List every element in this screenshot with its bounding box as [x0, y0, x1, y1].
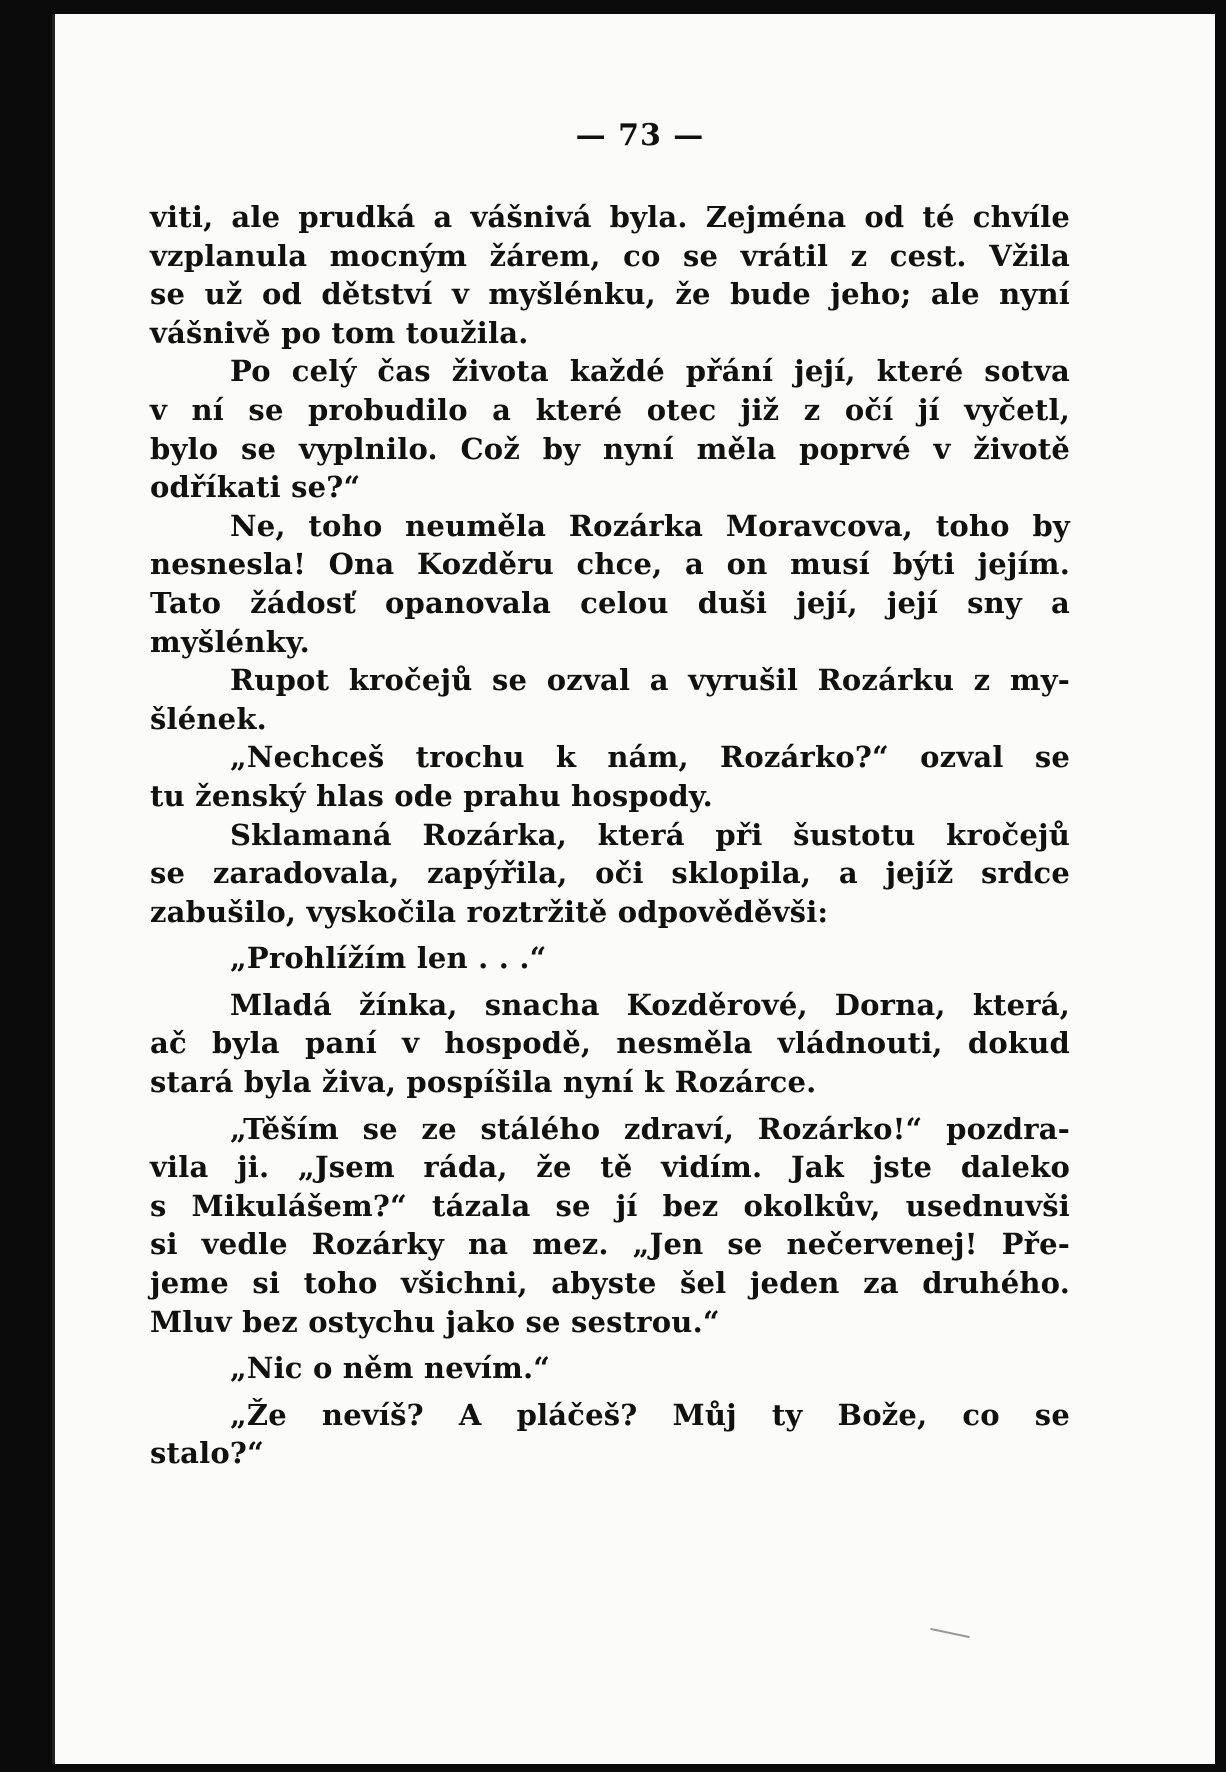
- book-page: [52, 14, 1215, 1764]
- text-line: Rupot kročejů se ozval a vyrušil Rozárku z my-: [230, 663, 1070, 698]
- text-line: Mluv bez ostychu jako se sestrou.“: [150, 1304, 720, 1339]
- body-text: [150, 198, 1070, 1473]
- text-line: „Těším se ze stálého zdraví, Rozárko!“ pozdra-: [230, 1111, 1070, 1146]
- text-line: Mladá žínka, snacha Kozděrové, Dorna, která,: [230, 987, 1070, 1022]
- text-line: se zaradovala, zapýřila, oči sklopila, a jejíž srdce: [150, 856, 1070, 891]
- text-line: Po celý čas života každé přání její, které sotva: [230, 354, 1070, 389]
- text-line: bylo se vyplnilo. Což by nyní měla poprvé v životě: [150, 431, 1070, 466]
- text-line: Ne, toho neuměla Rozárka Moravcova, toho by: [230, 508, 1070, 543]
- text-line: zabušilo, vyskočila roztržitě odpověděvši:: [150, 894, 829, 929]
- text-line: Tato žádosť opanovala celou duši její, její sny a: [150, 585, 1070, 620]
- text-line: stará byla živa, pospíšila nyní k Rozárce.: [150, 1065, 817, 1100]
- text-line: vila ji. „Jsem ráda, že tě vidím. Jak jste daleko: [150, 1150, 1070, 1185]
- text-line: viti, ale prudká a vášnivá byla. Zejména od té chvíle: [150, 200, 1070, 234]
- text-line: jeme si toho všichni, abyste šel jeden za druhého.: [150, 1266, 1070, 1301]
- text-line: „Že nevíš? A pláčeš? Můj ty Bože, co se: [230, 1397, 1070, 1432]
- text-line: ač byla paní v hospodě, nesměla vládnouti, dokud: [150, 1026, 1070, 1061]
- text-line: odříkati se?“: [150, 470, 361, 505]
- text-line: stalo?“: [150, 1436, 264, 1471]
- text-line: s Mikulášem?“ tázala se jí bez okolkův, usednuvši: [150, 1188, 1070, 1223]
- text-line: v ní se probudilo a které otec již z očí jí vyčetl,: [150, 392, 1070, 427]
- text-line: „Nechceš trochu k nám, Rozárko?“ ozval se: [230, 740, 1070, 775]
- text-line: si vedle Rozárky na mez. „Jen se nečervenej! Pře-: [150, 1227, 1070, 1262]
- text-line: myšlénky.: [150, 624, 310, 659]
- text-line: se už od dětství v myšlénku, že bude jeho; ale nyní: [150, 277, 1070, 312]
- page-number: — 73 —: [575, 118, 705, 153]
- text-line: šlének.: [150, 701, 267, 736]
- text-line: vášnivě po tom toužila.: [150, 315, 529, 350]
- text-line: Sklamaná Rozárka, která při šustotu kročejů: [230, 817, 1070, 852]
- text-line: vzplanula mocným žárem, co se vrátil z cest. Vžila: [150, 238, 1070, 273]
- text-line: „Prohlížím len . . .“: [230, 941, 547, 976]
- text-line: tu ženský hlas ode prahu hospody.: [150, 778, 713, 813]
- scan-artifact: [930, 1628, 970, 1638]
- text-line: „Nic o něm nevím.“: [230, 1351, 551, 1386]
- text-line: nesnesla! Ona Kozděru chce, a on musí býti jejím.: [150, 547, 1070, 582]
